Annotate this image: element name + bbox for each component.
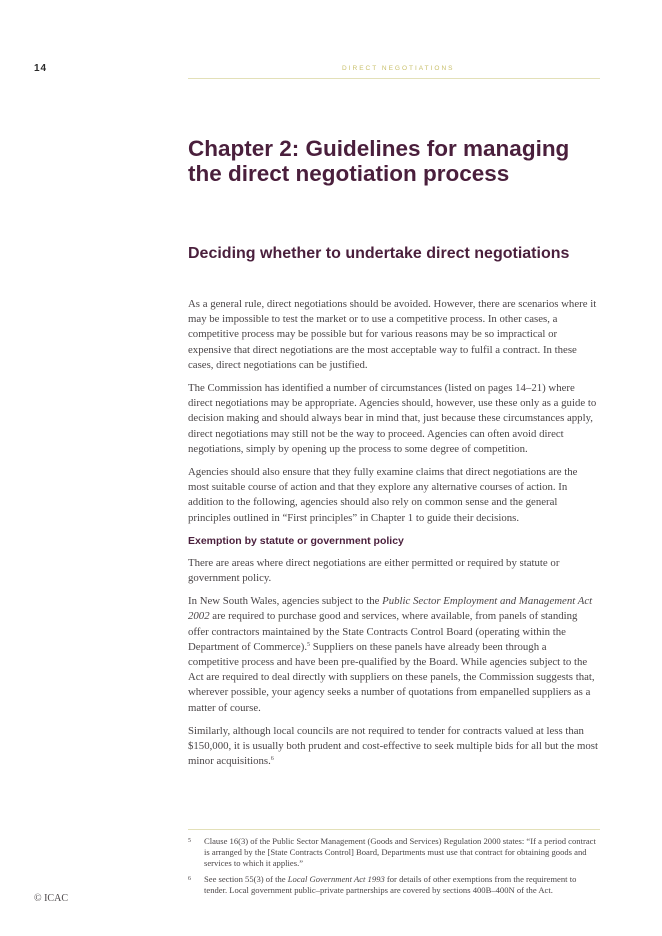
footnote-ref-5[interactable]: 5 [307,641,311,648]
footnote-text [204,874,600,896]
paragraph-1: As a general rule, direct negotiations should be avoided. However, there are scenarios where it may be impossible to test the market or to use a competitive process. In other cases, a competitive process may be possible but for various reasons may be so impractical or expensive that direct negotiations are the most acceptable way to fulfil a contract. In these cases, direct negotiations can be justified. [188,298,597,371]
fn6-act-title: Local Government Act 1993 [287,873,385,884]
paragraph-5 [188,594,600,716]
paragraph-3: Agencies should also ensure that they fully examine claims that direct negotiations are the most suitable course of action and that they explore any alternative courses of action. In addition to the following, agencies should also rely on common sense and the general principles outlined in “First principles” in Chapter 1 to guide their decisions. [188,466,578,524]
footnote-number: 5 [188,838,191,844]
page-number: 14 [34,63,48,74]
footnote-text: Clause 16(3) of the Public Sector Management (Goods and Services) Regulation 2000 states: “If a period contract is arranged by the [State Contracts Control] Board, Departments must use that contract for obtaining goods and services to which it applies.” [204,836,596,869]
p5-tail: Suppliers on these panels have already been through a competitive process and have been pre-qualified by the Board. While agencies subject to the Act are required to deal directly with suppliers on these panels, the Commission suggests that, wherever possible, your agency seeks a number of quotations from empanelled suppliers as a matter of course. [188,640,595,714]
paragraph-2: The Commission has identified a number of circumstances (listed on pages 14–21) where direct negotiations may be appropriate. Agencies should, however, use these only as a guide to decision making and should always bear in mind that, just because these circumstances apply, direct negotiations may still not be the way to proceed. Agencies can often avoid direct negotiations, simply by opening up the process to some degree of competition. [188,382,597,455]
fn6-prefix: See section 55(3) of the [204,873,288,884]
copyright: © ICAC [34,893,68,904]
running-head: DIRECT NEGOTIATIONS [342,65,455,72]
footnote-6 [188,874,600,896]
chapter-title: Chapter 2: Guidelines for managing the direct negotiation process [188,136,570,186]
paragraph-4: There are areas where direct negotiations are either permitted or required by statute or government policy. [188,556,560,585]
footnotes [188,836,600,900]
body-text [188,297,600,777]
section-heading: Deciding whether to undertake direct negotiations [188,245,570,262]
header-divider [188,78,600,79]
footnote-ref-6[interactable]: 6 [270,756,274,763]
p5-prefix: In New South Wales, agencies subject to the [188,595,383,608]
subheading-exemption: Exemption by statute or government policy [188,534,404,547]
p5-suffix: are required to purchase good and services, where available, from panels of standing offer contractors maintained by the State Contracts Control Board (operating within the Department of Commerce). [188,610,578,653]
fn6-suffix: for details of other exemptions from the requirement to tender. Local government public–private partnerships are covered by sections 400B–400N of the Act. [204,873,577,895]
p6-text: Similarly, although local councils are not required to tender for contracts valued at less than $150,000, it is usually both prudent and cost-effective to seek multiple bids for all but the most minor acquisitions. [188,724,599,768]
paragraph-6 [188,724,600,770]
footnote-5 [188,836,600,870]
p5-act-title: Public Sector Employment and Management Act 2002 [188,595,593,623]
footnote-number: 6 [188,875,191,882]
footnote-divider [188,829,600,830]
